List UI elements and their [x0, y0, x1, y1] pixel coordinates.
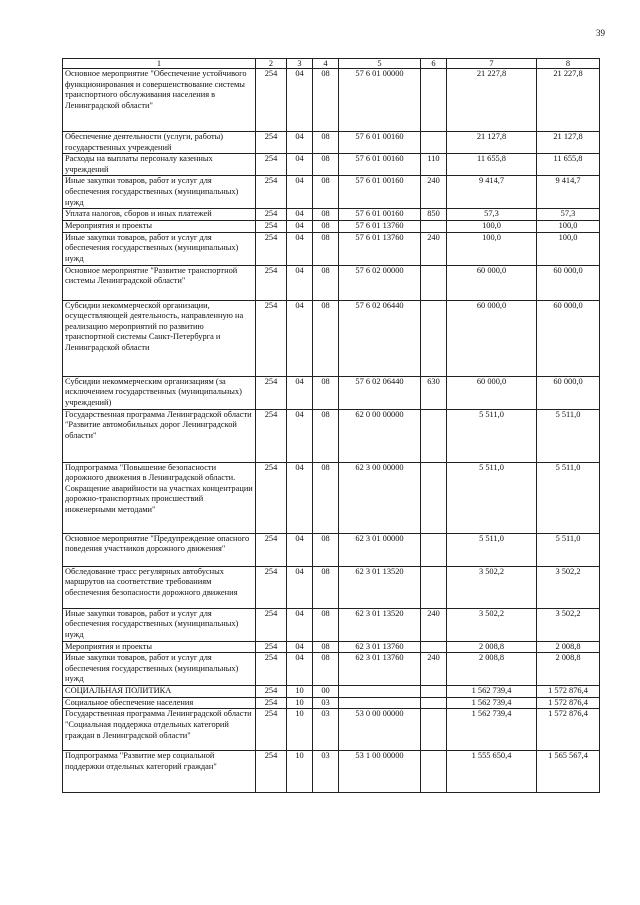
row-c3-cell: 04 [287, 176, 313, 209]
row-c6-cell: 240 [421, 232, 447, 265]
row-c8-cell: 1 565 567,4 [537, 751, 600, 793]
row-name-cell: Государственная программа Ленинградской области "Социальная поддержка отдельных категорий граждан в Ленинградской области" [63, 709, 256, 751]
row-c7-cell: 60 000,0 [447, 300, 537, 376]
row-c5-cell: 62 3 01 00000 [339, 533, 421, 566]
row-name-cell: Иные закупки товаров, работ и услуг для обеспечения государственных (муниципальных) нужд [63, 176, 256, 209]
row-c6-cell: 110 [421, 154, 447, 176]
table-row [63, 409, 600, 462]
row-c3-cell: 10 [287, 686, 313, 698]
table-row [63, 462, 600, 533]
row-c3-cell: 04 [287, 462, 313, 533]
row-c6-cell: 850 [421, 209, 447, 221]
row-c3-cell: 04 [287, 641, 313, 653]
table-row [63, 697, 600, 709]
row-c4-cell: 08 [313, 566, 339, 608]
row-c2-cell: 254 [256, 376, 287, 409]
row-c3-cell: 04 [287, 533, 313, 566]
row-name-cell: СОЦИАЛЬНАЯ ПОЛИТИКА [63, 686, 256, 698]
row-c8-cell: 2 008,8 [537, 641, 600, 653]
row-c2-cell: 254 [256, 709, 287, 751]
row-c6-cell: 240 [421, 608, 447, 641]
row-c4-cell: 08 [313, 653, 339, 686]
row-c7-cell: 100,0 [447, 220, 537, 232]
row-c2-cell: 254 [256, 653, 287, 686]
row-c7-cell: 3 502,2 [447, 608, 537, 641]
row-c5-cell [339, 697, 421, 709]
row-c5-cell: 57 6 01 13760 [339, 232, 421, 265]
table-row [63, 232, 600, 265]
row-c2-cell: 254 [256, 209, 287, 221]
row-name-cell: Основное мероприятие "Обеспечение устойчивого функционирования и совершенствование системы транспортного обслуживания населения в Ленинградской области" [63, 69, 256, 132]
row-c3-cell: 04 [287, 154, 313, 176]
table-row [63, 533, 600, 566]
table-row [63, 653, 600, 686]
row-c6-cell [421, 265, 447, 300]
row-c3-cell: 04 [287, 653, 313, 686]
table-row [63, 300, 600, 376]
row-c2-cell: 254 [256, 265, 287, 300]
row-c3-cell: 04 [287, 232, 313, 265]
row-c4-cell: 08 [313, 409, 339, 462]
row-c4-cell: 03 [313, 751, 339, 793]
row-name-cell: Основное мероприятие "Развитие транспортной системы Ленинградской области" [63, 265, 256, 300]
row-c7-cell: 21 127,8 [447, 132, 537, 154]
row-c8-cell: 60 000,0 [537, 265, 600, 300]
table-row [63, 265, 600, 300]
row-c6-cell [421, 300, 447, 376]
row-c4-cell: 08 [313, 265, 339, 300]
row-c3-cell: 04 [287, 265, 313, 300]
header-cell: 7 [447, 59, 537, 69]
row-c4-cell: 00 [313, 686, 339, 698]
row-c7-cell: 60 000,0 [447, 376, 537, 409]
row-c6-cell [421, 409, 447, 462]
row-name-cell: Субсидии некоммерческой организации, осуществляющей деятельность, направленную на реализацию мероприятий по развитию транспортной системы Санкт-Петербурга и Ленинградской области [63, 300, 256, 376]
row-c8-cell: 3 502,2 [537, 608, 600, 641]
row-c5-cell: 57 6 02 06440 [339, 376, 421, 409]
header-cell: 4 [313, 59, 339, 69]
row-c5-cell: 62 3 01 13760 [339, 641, 421, 653]
page-number: 39 [596, 28, 605, 38]
row-c6-cell [421, 709, 447, 751]
row-c4-cell: 08 [313, 232, 339, 265]
row-c6-cell [421, 697, 447, 709]
row-c4-cell: 08 [313, 132, 339, 154]
row-c8-cell: 60 000,0 [537, 300, 600, 376]
row-c5-cell: 57 6 01 00160 [339, 132, 421, 154]
table-row [63, 686, 600, 698]
row-name-cell: Социальное обеспечение населения [63, 697, 256, 709]
row-c7-cell: 21 227,8 [447, 69, 537, 132]
row-c6-cell [421, 686, 447, 698]
row-c6-cell [421, 132, 447, 154]
row-c5-cell: 53 0 00 00000 [339, 709, 421, 751]
row-c7-cell: 1 562 739,4 [447, 686, 537, 698]
row-name-cell: Государственная программа Ленинградской области "Развитие автомобильных дорог Ленинградской области" [63, 409, 256, 462]
row-c4-cell: 08 [313, 462, 339, 533]
row-c3-cell: 04 [287, 220, 313, 232]
row-c7-cell: 1 555 650,4 [447, 751, 537, 793]
row-name-cell: Обеспечение деятельности (услуги, работы) государственных учреждений [63, 132, 256, 154]
row-c6-cell: 240 [421, 653, 447, 686]
row-c2-cell: 254 [256, 566, 287, 608]
row-name-cell: Уплата налогов, сборов и иных платежей [63, 209, 256, 221]
row-c4-cell: 08 [313, 69, 339, 132]
row-c6-cell [421, 220, 447, 232]
row-c4-cell: 08 [313, 533, 339, 566]
row-c6-cell: 630 [421, 376, 447, 409]
row-c6-cell [421, 751, 447, 793]
table-row [63, 641, 600, 653]
row-c5-cell: 62 3 00 00000 [339, 462, 421, 533]
row-c3-cell: 10 [287, 697, 313, 709]
table-row [63, 220, 600, 232]
row-c5-cell: 57 6 01 00160 [339, 176, 421, 209]
row-c5-cell: 57 6 01 00160 [339, 154, 421, 176]
row-c8-cell: 21 127,8 [537, 132, 600, 154]
row-c4-cell: 08 [313, 641, 339, 653]
row-c4-cell: 08 [313, 376, 339, 409]
row-c2-cell: 254 [256, 300, 287, 376]
row-c7-cell: 2 008,8 [447, 653, 537, 686]
header-cell: 5 [339, 59, 421, 69]
row-c5-cell [339, 686, 421, 698]
row-c3-cell: 04 [287, 566, 313, 608]
row-name-cell: Иные закупки товаров, работ и услуг для обеспечения государственных (муниципальных) нужд [63, 608, 256, 641]
row-c2-cell: 254 [256, 686, 287, 698]
row-c2-cell: 254 [256, 132, 287, 154]
row-name-cell: Мероприятия и проекты [63, 220, 256, 232]
table-row [63, 69, 600, 132]
row-c7-cell: 5 511,0 [447, 462, 537, 533]
row-c6-cell [421, 533, 447, 566]
row-c7-cell: 1 562 739,4 [447, 697, 537, 709]
row-c5-cell: 57 6 01 13760 [339, 220, 421, 232]
row-c6-cell [421, 69, 447, 132]
row-c3-cell: 04 [287, 209, 313, 221]
row-c4-cell: 08 [313, 608, 339, 641]
row-c8-cell: 60 000,0 [537, 376, 600, 409]
row-c4-cell: 03 [313, 697, 339, 709]
row-c3-cell: 10 [287, 751, 313, 793]
row-name-cell: Расходы на выплаты персоналу казенных учреждений [63, 154, 256, 176]
row-c7-cell: 57,3 [447, 209, 537, 221]
table-row [63, 376, 600, 409]
row-c7-cell: 1 562 739,4 [447, 709, 537, 751]
row-c2-cell: 254 [256, 409, 287, 462]
row-c8-cell: 57,3 [537, 209, 600, 221]
row-name-cell: Иные закупки товаров, работ и услуг для обеспечения государственных (муниципальных) нужд [63, 232, 256, 265]
row-c5-cell: 53 1 00 00000 [339, 751, 421, 793]
row-c5-cell: 62 3 01 13760 [339, 653, 421, 686]
row-name-cell: Подпрограмма "Развитие мер социальной поддержки отдельных категорий граждан" [63, 751, 256, 793]
row-c8-cell: 21 227,8 [537, 69, 600, 132]
row-c6-cell [421, 462, 447, 533]
row-c5-cell: 57 6 01 00160 [339, 209, 421, 221]
row-c7-cell: 5 511,0 [447, 409, 537, 462]
row-c8-cell: 1 572 876,4 [537, 697, 600, 709]
row-c2-cell: 254 [256, 751, 287, 793]
row-c3-cell: 04 [287, 376, 313, 409]
row-c7-cell: 11 655,8 [447, 154, 537, 176]
row-c7-cell: 2 008,8 [447, 641, 537, 653]
row-c2-cell: 254 [256, 176, 287, 209]
table-row [63, 154, 600, 176]
row-c8-cell: 1 572 876,4 [537, 709, 600, 751]
row-c6-cell [421, 566, 447, 608]
row-name-cell: Обследование трасс регулярных автобусных маршрутов на соответствие требованиям обеспечения безопасности дорожного движения [63, 566, 256, 608]
row-c8-cell: 2 008,8 [537, 653, 600, 686]
row-c4-cell: 08 [313, 209, 339, 221]
row-c7-cell: 60 000,0 [447, 265, 537, 300]
table-row [63, 709, 600, 751]
row-c5-cell: 62 0 00 00000 [339, 409, 421, 462]
row-c2-cell: 254 [256, 641, 287, 653]
table-row [63, 751, 600, 793]
row-c3-cell: 04 [287, 300, 313, 376]
row-c5-cell: 62 3 01 13520 [339, 608, 421, 641]
row-c2-cell: 254 [256, 462, 287, 533]
table-row [63, 132, 600, 154]
row-c6-cell [421, 641, 447, 653]
row-c2-cell: 254 [256, 220, 287, 232]
header-cell: 8 [537, 59, 600, 69]
row-c3-cell: 04 [287, 132, 313, 154]
row-name-cell: Субсидии некоммерческим организациям (за исключением государственных (муниципальных) учреждений) [63, 376, 256, 409]
row-c2-cell: 254 [256, 69, 287, 132]
row-c2-cell: 254 [256, 154, 287, 176]
row-c8-cell: 11 655,8 [537, 154, 600, 176]
row-c4-cell: 08 [313, 154, 339, 176]
header-cell: 6 [421, 59, 447, 69]
row-c8-cell: 100,0 [537, 232, 600, 265]
row-c3-cell: 04 [287, 608, 313, 641]
header-cell: 1 [63, 59, 256, 69]
row-c7-cell: 100,0 [447, 232, 537, 265]
row-c3-cell: 10 [287, 709, 313, 751]
table-row [63, 176, 600, 209]
header-row [63, 59, 600, 69]
row-c8-cell: 5 511,0 [537, 409, 600, 462]
table-row [63, 566, 600, 608]
header-cell: 2 [256, 59, 287, 69]
row-c8-cell: 5 511,0 [537, 462, 600, 533]
row-c4-cell: 08 [313, 300, 339, 376]
row-c8-cell: 9 414,7 [537, 176, 600, 209]
row-c6-cell: 240 [421, 176, 447, 209]
row-c5-cell: 57 6 02 06440 [339, 300, 421, 376]
row-name-cell: Иные закупки товаров, работ и услуг для обеспечения государственных (муниципальных) нужд [63, 653, 256, 686]
row-c5-cell: 62 3 01 13520 [339, 566, 421, 608]
row-c2-cell: 254 [256, 697, 287, 709]
header-cell: 3 [287, 59, 313, 69]
row-c4-cell: 03 [313, 709, 339, 751]
row-c3-cell: 04 [287, 69, 313, 132]
table-row [63, 608, 600, 641]
row-c8-cell: 100,0 [537, 220, 600, 232]
row-c7-cell: 5 511,0 [447, 533, 537, 566]
row-name-cell: Подпрограмма "Повышение безопасности дорожного движения в Ленинградской области. Сокращение аварийности на участках концентрации дорожно-транспортных происшествий инженерными методами" [63, 462, 256, 533]
row-c7-cell: 3 502,2 [447, 566, 537, 608]
row-c2-cell: 254 [256, 608, 287, 641]
row-c2-cell: 254 [256, 533, 287, 566]
table-row [63, 209, 600, 221]
row-name-cell: Основное мероприятие "Предупреждение опасного поведения участников дорожного движения" [63, 533, 256, 566]
row-c4-cell: 08 [313, 176, 339, 209]
row-c2-cell: 254 [256, 232, 287, 265]
row-c5-cell: 57 6 02 00000 [339, 265, 421, 300]
budget-table [62, 58, 600, 793]
row-c8-cell: 5 511,0 [537, 533, 600, 566]
row-c3-cell: 04 [287, 409, 313, 462]
row-c8-cell: 1 572 876,4 [537, 686, 600, 698]
row-c7-cell: 9 414,7 [447, 176, 537, 209]
row-name-cell: Мероприятия и проекты [63, 641, 256, 653]
row-c8-cell: 3 502,2 [537, 566, 600, 608]
row-c5-cell: 57 6 01 00000 [339, 69, 421, 132]
row-c4-cell: 08 [313, 220, 339, 232]
